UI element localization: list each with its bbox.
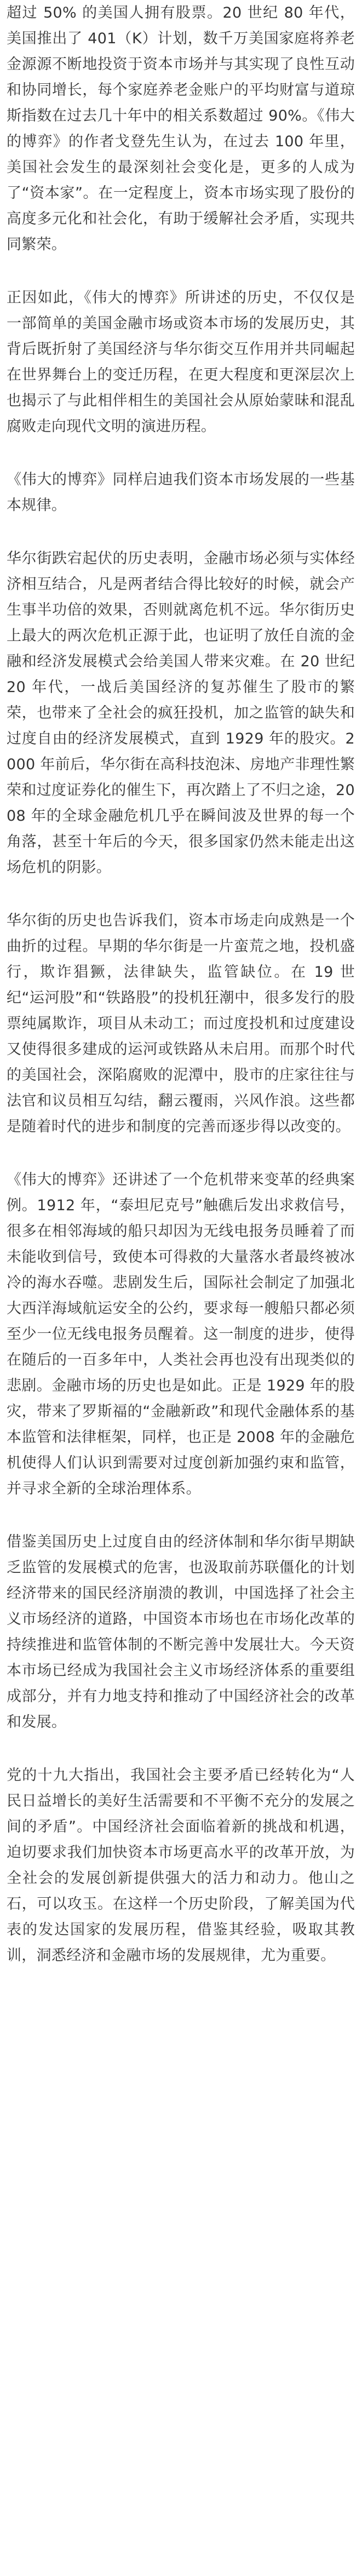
paragraph-1: 超过 50% 的美国人拥有股票。20 世纪 80 年代，美国推出了 401（K）计划，数千万美国家庭将养老金源源不断地投资于资本市场并与其实现了良性互动和协同增长，每个家庭养老金账户的平均财富与道琼斯指数在过去几十年中的相关系数超过 90%。《伟大的博弈》的作者戈登先生认为，在过去 100 年里，美国社会发生的最深刻社会变化是，更多的人成为了“资本家”。在一定程度上，资本市场实现了股份的高度多元化和社会化，有助于缓解社会矛盾，实现共同繁荣。 bbox=[7, 4, 355, 253]
paragraph-7: 借鉴美国历史上过度自由的经济体制和华尔街早期缺乏监管的发展模式的危害，也汲取前苏联僵化的计划经济带来的国民经济崩溃的教训，中国选择了社会主义市场经济的道路，中国资本市场也在市场化改革的持续推进和监管体制的不断完善中发展壮大。今天资本市场已经成为我国社会主义市场经济体系的重要组成部分，并有力地支持和推动了中国经济社会的改革和发展。 bbox=[7, 1533, 355, 1731]
paragraph-6: 《伟大的博弈》还讲述了一个危机带来变革的经典案例。1912 年，“泰坦尼克号”触礁后发出求救信号，很多在相邻海域的船只却因为无线电报务员睡着了而未能收到信号，致使本可得救的大量落水者最终被冰冷的海水吞噬。悲剧发生后，国际社会制定了加强北大西洋海域航运安全的公约，要求每一艘船只都必须至少一位无线电报务员醒着。这一制度的进步，使得在随后的一百多年中，人类社会再也没有出现类似的悲剧。金融市场的历史也是如此。正是 1929 年的股灾，带来了罗斯福的“金融新政”和现代金融体系的基本监管和法律框架，同样，也正是 2008 年的金融危机使得人们认识到需要对过度创新加强约束和监管，并寻求全新的全球治理体系。 bbox=[7, 1171, 355, 1497]
paragraph-8: 党的十九大指出，我国社会主要矛盾已经转化为“人民日益增长的美好生活需要和不平衡不充分的发展之间的矛盾”。中国经济社会面临着新的挑战和机遇，迫切要求我们加快资本市场更高水平的改革开放，为全社会的发展创新提供强大的活力和动力。他山之石，可以攻玉。在这样一个历史阶段，了解美国为代表的发达国家的发展历程，借鉴其经验，吸取其教训，洞悉经济和金融市场的发展规律，尤为重要。 bbox=[7, 1767, 355, 1964]
paragraph-3: 《伟大的博弈》同样启迪我们资本市场发展的一些基本规律。 bbox=[7, 471, 355, 514]
paragraph-5: 华尔街的历史也告诉我们，资本市场走向成熟是一个曲折的过程。早期的华尔街是一片蛮荒之地，投机盛行，欺诈猖獗，法律缺失，监管缺位。在 19 世纪“运河股”和“铁路股”的投机狂潮中，很多发行的股票纯属欺诈，项目从未动工；而过度投机和过度建设又使得很多建成的运河或铁路从未启用。而那个时代的美国社会，深陷腐败的泥潭中，股市的庄家往往与法官和议员相互勾结，翻云覆雨，兴风作浪。这些都是随着时代的进步和制度的完善而逐步得以改变的。 bbox=[7, 912, 355, 1135]
article-body bbox=[7, 0, 355, 1996]
paragraph-2: 正因如此，《伟大的博弈》所讲述的历史，不仅仅是一部简单的美国金融市场或资本市场的发展历史，其背后既折射了美国经济与华尔街交互作用并共同崛起在世界舞台上的变迁历程，在更大程度和更深层次上也揭示了与此相伴相生的美国社会从原始蒙昧和混乱腐败走向现代文明的演进历程。 bbox=[7, 289, 355, 435]
paragraph-4: 华尔街跌宕起伏的历史表明，金融市场必须与实体经济相互结合，凡是两者结合得比较好的时候，就会产生事半功倍的效果，否则就离危机不远。华尔街历史上最大的两次危机正源于此，也证明了放任自流的金融和经济发展模式会给美国人带来灾难。在 20 世纪 20 年代，一战后美国经济的复苏催生了股市的繁荣，也带来了全社会的疯狂投机，加之监管的缺失和过度自由的经济发展模式，直到 1929 年的股灾。2000 年前后，华尔街在高科技泡沫、房地产非理性繁荣和过度证券化的催生下，再次踏上了不归之途，2008 年的全球金融危机几乎在瞬间波及世界的每一个角落，甚至十年后的今天，很多国家仍然未能走出这场危机的阴影。 bbox=[7, 550, 355, 876]
